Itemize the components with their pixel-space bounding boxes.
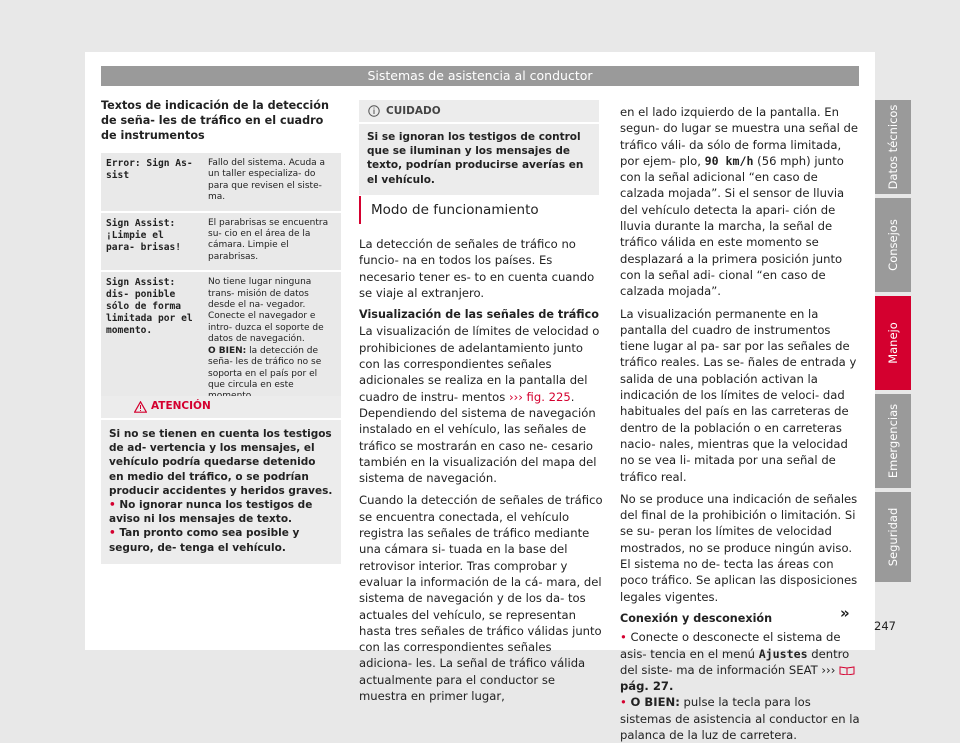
warning-bullet: • No ignorar nunca los testigos de aviso ni los mensajes de texto.: [109, 499, 313, 526]
continue-marker: »: [840, 604, 850, 622]
speed-value: 90 km/h: [704, 153, 754, 168]
menu-name: Ajustes: [758, 646, 808, 661]
table-row: [101, 271, 341, 410]
message-code: Sign Assist: dis- ponible sólo de forma limitada por el momento.: [101, 271, 203, 410]
warning-box: [101, 396, 341, 564]
warning-title: ATENCIÓN: [151, 400, 211, 412]
middle-text: [359, 236, 603, 710]
paragraph: La visualización de límites de velocidad o prohibiciones de adelantamiento junto con las correspondientes señales adicionales se realiza en la pantalla del cuadro de instru- mentos ››› fig. 225. Dependiendo del sistema de navegación instalado en el vehículo, las señales de tráfico se mostrarán en caso ne- cesario también en la visualización del mapa del sistema de navegación.: [359, 324, 600, 486]
message-desc: Fallo del sistema. Acuda a un taller especializa- do para que revisen el siste- ma.: [203, 153, 341, 212]
list-item: • O BIEN: pulse la tecla para los sistemas de asistencia al conductor en la palanca de la luz de carretera.: [620, 695, 860, 742]
tab-datos-tecnicos[interactable]: Datos técnicos: [875, 100, 911, 194]
figure-link[interactable]: ››› fig. 225: [508, 389, 571, 404]
page-number: 247: [874, 619, 896, 633]
warning-icon: [134, 401, 147, 413]
left-column: [101, 98, 341, 412]
info-icon: [368, 105, 380, 117]
paragraph: La visualización permanente en la pantalla del cuadro de instrumentos tiene lugar al pa- sar por las señales de tráfico reales. Las se- ñales de entrada y salida de una población activan la indicación de los límites de veloci- dad habituales del país en las carreteras de dentro de la población o en carreteras nacio- nales, mientras que la velocidad no se vea li- mitada por una señal de tráfico real.: [620, 306, 857, 484]
section-heading: Modo de funcionamiento: [359, 196, 601, 224]
table-row: [101, 212, 341, 272]
paragraph: Cuando la detección de señales de tráfico se encuentra conectada, el vehículo registra las señales de tráfico mediante una cámara si- tuada en la base del retrovisor interior. Tras comprobar y evaluar la información de la cá- mara, del sistema de navegación y de los da- tos actuales del vehículo, se representan hasta tres señales de tráfico válidas junto con las correspondientes señales adiciona- les. La señal de tráfico válida actualmente para el conductor se muestra en primer lugar,: [359, 493, 603, 704]
message-code: Error: Sign As- sist: [101, 153, 203, 212]
caution-box: [359, 100, 599, 195]
table-row: [101, 153, 341, 212]
subheading: Visualización de las señales de tráfico: [359, 308, 599, 322]
message-desc: No tiene lugar ninguna trans- misión de datos desde el na- vegador. Conecte el navegador e intro- duzca el soporte de datos de navegación. O BIEN: la detección de seña- les de tráfico no se soporta en el país por el que circula en este: [203, 271, 341, 410]
tab-seguridad[interactable]: Seguridad: [875, 492, 911, 582]
paragraph: La detección de señales de tráfico no funcio- na en todos los países. Es necesario tener es- to en cuenta cuando se viaje al extranjero.: [359, 237, 595, 300]
message-code: Sign Assist: ¡Limpie el para- brisas!: [101, 212, 203, 272]
right-text: [620, 104, 860, 743]
list-item: • Conecte o desconecte el sistema de asis- tencia en el menú Ajustes dentro del siste- ma de información SEAT ››› pág. 27.: [620, 629, 860, 694]
warning-bullet: • Tan pronto como sea posible y seguro, de- tenga el vehículo.: [109, 527, 300, 554]
table-heading: Textos de indicación de la detección de seña- les de tráfico en el cuadro de instrumentos: [101, 99, 329, 142]
tab-manejo[interactable]: Manejo: [875, 296, 911, 390]
caution-body: Si se ignoran los testigos de control que se iluminan y los mensajes de texto, podrían producirse averías en el vehículo.: [367, 131, 584, 186]
page-header: Sistemas de asistencia al conductor: [101, 66, 859, 86]
paragraph: No se produce una indicación de señales del final de la prohibición o limitación. Si se su- peran los límites de velocidad mostrados, no se produce ningún aviso. El sistema no de- tecta las áreas con poco tráfico. Se aplican las disposiciones legales vigentes.: [620, 491, 858, 604]
book-icon: [839, 665, 855, 675]
message-desc: El parabrisas se encuentra su- cio en el área de la cámara. Limpie el parabrisas.: [203, 212, 341, 272]
message-table: [101, 153, 341, 412]
subheading: Conexión y desconexión: [620, 611, 773, 625]
tab-consejos[interactable]: Consejos: [875, 198, 911, 292]
page-link[interactable]: pág. 27: [620, 679, 669, 694]
paragraph: en el lado izquierdo de la pantalla. En segun- do lugar se muestra una señal de tráfico váli- da sólo de forma limitada, por ejem- plo, 90 km/h (56 mph) junto con la señal adicional “en caso de calzada mojada”. Si el sensor de lluvia del vehículo detecta la apari- ción de lluvia durante la marcha, la señal de tráfico válida en este momento se desplazará a la primera posición junto con la señal adi- cional “en caso de calzada mojada”.: [620, 105, 859, 299]
caution-title: CUIDADO: [386, 105, 441, 117]
warning-intro: Si no se tienen en cuenta los testigos de ad- vertencia y los mensajes, el vehículo podría quedarse detenido en medio del tráfico, o se podrían producir accidentes y heridos graves.: [109, 428, 333, 497]
tab-emergencias[interactable]: Emergencias: [875, 394, 911, 488]
